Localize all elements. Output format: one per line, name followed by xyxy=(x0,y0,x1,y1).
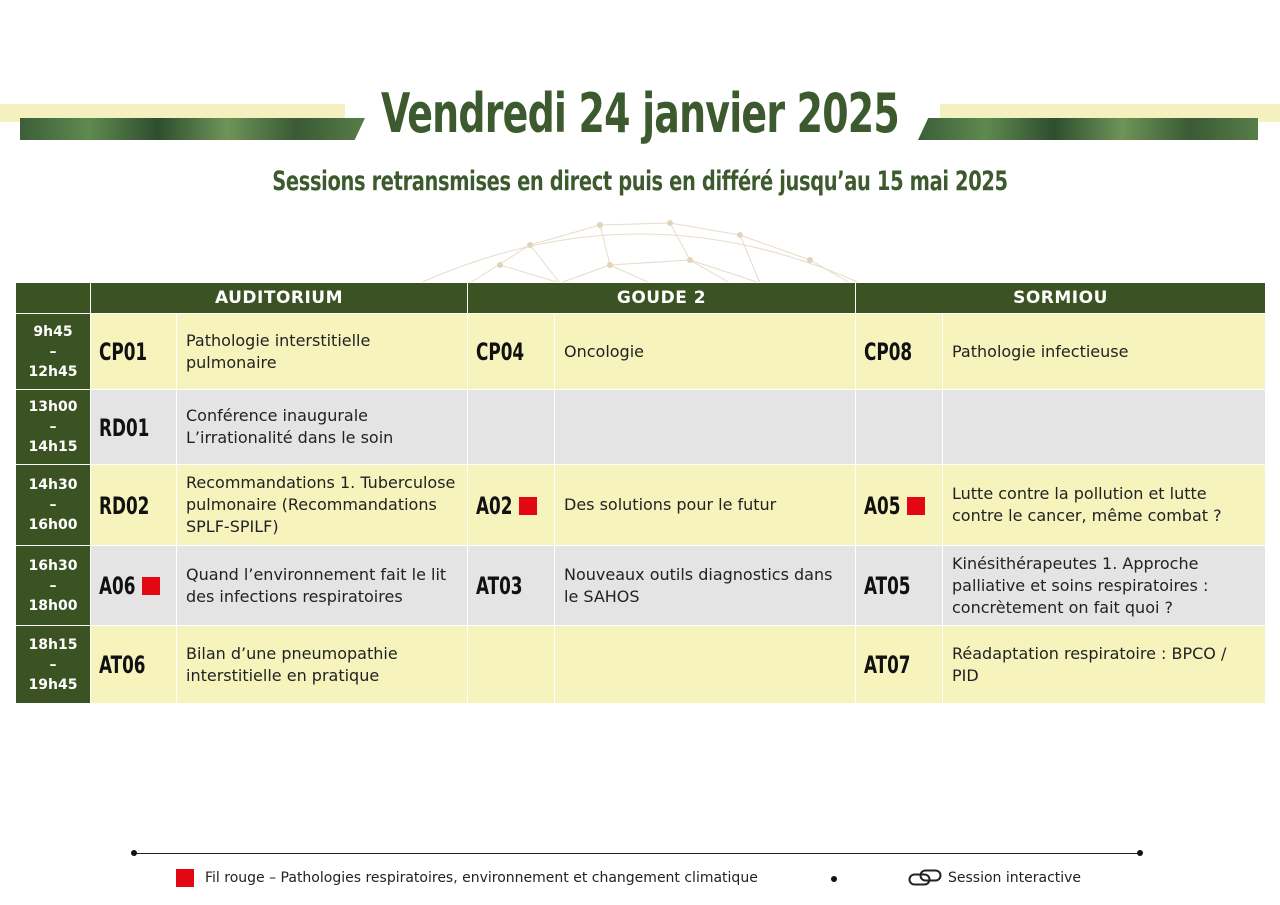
session-title: Recommandations 1. Tuberculose pulmonaire (Recommandations SPLF-SPILF) xyxy=(177,465,468,546)
session-code: AT06 xyxy=(99,651,146,679)
time-end: 18h00 xyxy=(28,597,78,614)
session-code-cell xyxy=(856,626,943,704)
time-slot xyxy=(16,314,91,390)
session-code-cell xyxy=(91,546,177,626)
session-code: A05 xyxy=(864,491,901,520)
session-title: Oncologie xyxy=(555,314,856,390)
time-separator: – xyxy=(49,497,57,513)
time-separator: – xyxy=(49,419,57,435)
legend-divider-dot-right xyxy=(1137,850,1143,856)
session-code-cell xyxy=(91,314,177,390)
time-start: 9h45 xyxy=(33,323,73,340)
session-code-cell xyxy=(91,465,177,546)
network-globe-graphic xyxy=(410,205,870,285)
session-code: CP04 xyxy=(476,338,525,366)
schedule-row xyxy=(16,314,1266,390)
time-slot xyxy=(16,626,91,704)
session-code-cell xyxy=(856,546,943,626)
session-code-cell xyxy=(468,546,555,626)
session-code: CP01 xyxy=(99,338,148,366)
schedule-row xyxy=(16,546,1266,626)
page-subtitle: Sessions retransmises en direct puis en différé jusqu’au 15 mai 2025 xyxy=(272,166,1008,197)
legend-divider-dot-left xyxy=(131,850,137,856)
session-title: Conférence inaugurale L’irrationalité dans le soin xyxy=(177,390,468,465)
room-header-auditorium: AUDITORIUM xyxy=(91,283,468,314)
link-icon xyxy=(908,868,942,888)
fil-rouge-legend-label: Fil rouge – Pathologies respiratoires, environnement et changement climatique xyxy=(205,870,758,886)
session-title: Des solutions pour le futur xyxy=(555,465,856,546)
session-title xyxy=(943,390,1266,465)
session-code: A02 xyxy=(476,491,513,520)
room-header-row xyxy=(16,283,1266,314)
time-slot xyxy=(16,390,91,465)
session-title: Pathologie infectieuse xyxy=(943,314,1266,390)
session-code-cell xyxy=(468,465,555,546)
time-separator: – xyxy=(49,656,57,673)
fil-rouge-marker-icon xyxy=(907,497,925,515)
schedule-table xyxy=(15,282,1266,704)
session-code: AT05 xyxy=(864,572,911,600)
legend-separator-dot xyxy=(831,876,837,882)
session-code-cell xyxy=(91,390,177,465)
time-end: 14h15 xyxy=(28,439,78,455)
session-code: AT03 xyxy=(476,572,523,600)
session-code: CP08 xyxy=(864,338,913,366)
session-title: Réadaptation respiratoire : BPCO / PID xyxy=(943,626,1266,704)
session-code-cell xyxy=(468,626,555,704)
time-separator: – xyxy=(49,343,57,360)
time-end: 12h45 xyxy=(28,363,78,380)
schedule-row xyxy=(16,465,1266,546)
fil-rouge-marker-icon xyxy=(176,869,194,887)
session-code-cell xyxy=(856,314,943,390)
session-title: Kinésithérapeutes 1. Approche palliative et soins respiratoires : concrètement on fait quoi ? xyxy=(943,546,1266,626)
schedule-row xyxy=(16,626,1266,704)
fil-rouge-marker-icon xyxy=(519,497,537,515)
session-title: Pathologie interstitielle pulmonaire xyxy=(177,314,468,390)
time-start: 18h15 xyxy=(28,636,78,653)
time-end: 16h00 xyxy=(28,517,78,533)
fil-rouge-marker-icon xyxy=(142,577,160,595)
legend-divider xyxy=(134,853,1140,854)
session-code-cell xyxy=(91,626,177,704)
time-header xyxy=(16,283,91,314)
page-title: Vendredi 24 janvier 2025 xyxy=(381,82,899,145)
time-slot xyxy=(16,546,91,626)
time-slot xyxy=(16,465,91,546)
time-end: 19h45 xyxy=(28,676,78,693)
session-title xyxy=(555,390,856,465)
interactive-session-legend-label: Session interactive xyxy=(948,870,1082,886)
time-separator: – xyxy=(49,577,57,594)
session-title: Lutte contre la pollution et lutte contre le cancer, même combat ? xyxy=(943,465,1266,546)
session-title: Bilan d’une pneumopathie interstitielle en pratique xyxy=(177,626,468,704)
session-title: Quand l’environnement fait le lit des infections respiratoires xyxy=(177,546,468,626)
session-code-cell xyxy=(856,390,943,465)
time-start: 16h30 xyxy=(28,557,78,574)
time-start: 14h30 xyxy=(28,477,78,493)
room-header-goude-2: GOUDE 2 xyxy=(468,283,856,314)
session-title: Nouveaux outils diagnostics dans le SAHOS xyxy=(555,546,856,626)
time-start: 13h00 xyxy=(28,399,78,415)
session-code: A06 xyxy=(99,572,136,600)
session-code-cell xyxy=(468,314,555,390)
session-code-cell xyxy=(856,465,943,546)
room-header-sormiou: SORMIOU xyxy=(856,283,1266,314)
session-code: AT07 xyxy=(864,651,911,679)
session-code-cell xyxy=(468,390,555,465)
session-code: RD01 xyxy=(99,413,150,442)
session-title xyxy=(555,626,856,704)
session-code: RD02 xyxy=(99,491,150,520)
schedule-row xyxy=(16,390,1266,465)
